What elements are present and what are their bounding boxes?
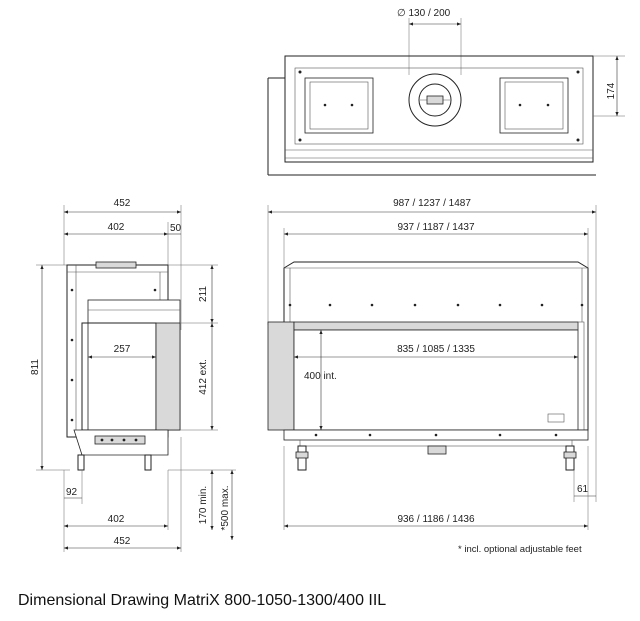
front-interior-height-label: 400 int. — [304, 371, 337, 382]
side-inner-width-label: 402 — [107, 222, 125, 233]
top-depth-label: 174 — [606, 82, 617, 100]
top-right-panel — [500, 78, 568, 133]
side-offset-label: 50 — [170, 223, 182, 234]
footnote: * incl. optional adjustable feet — [458, 544, 582, 555]
front-foot-offset-label: 61 — [577, 484, 589, 495]
drawing-title: Dimensional Drawing MatriX 800-1050-1300/400 IIL — [18, 592, 387, 609]
side-height-total-label: 811 — [30, 359, 41, 375]
front-base-width-label: 936 / 1186 / 1436 — [397, 514, 475, 525]
side-foot-left — [78, 455, 84, 470]
side-overall-width-top-label: 452 — [113, 198, 131, 209]
front-overall-width-label: 987 / 1237 / 1487 — [393, 198, 471, 209]
top-view — [268, 8, 625, 175]
front-glass-width-label: 835 / 1085 / 1335 — [397, 344, 475, 355]
front-body-width-label: 937 / 1187 / 1437 — [397, 222, 475, 233]
side-view — [30, 198, 236, 552]
side-foot-right — [145, 455, 151, 470]
side-overall-width-bottom-label: 452 — [113, 536, 131, 547]
side-glass — [156, 323, 180, 430]
side-bottom-inner-width-label: 402 — [107, 514, 125, 525]
side-opening-height-label: 412 ext. — [198, 359, 209, 395]
side-foot-offset-label: 92 — [66, 487, 78, 498]
side-max-height-label: *500 max. — [220, 485, 231, 531]
side-min-height-label: 170 min. — [198, 485, 209, 525]
front-view — [268, 198, 596, 530]
top-left-panel — [305, 78, 373, 133]
front-glass-top — [294, 322, 578, 330]
front-glass-left — [268, 322, 294, 430]
side-inner-depth-label: 257 — [113, 344, 131, 355]
flue-diameter-label: ∅ 130 / 200 — [397, 8, 451, 19]
side-upper-height-label: 211 — [198, 286, 209, 302]
